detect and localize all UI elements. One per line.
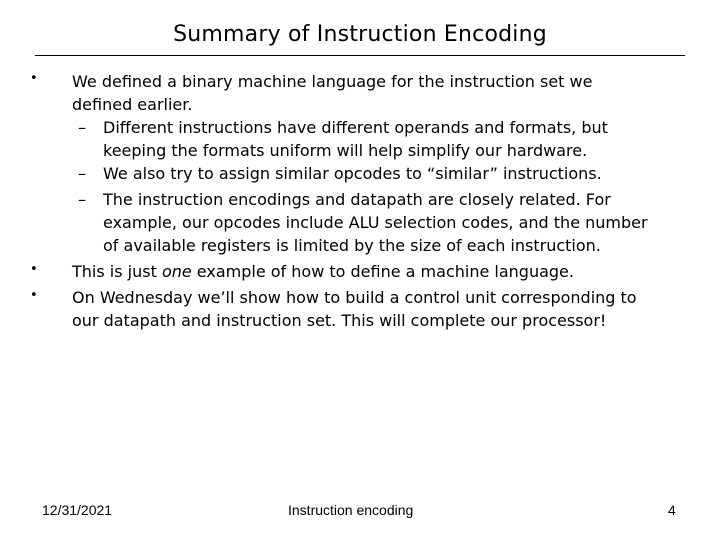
footer-page-number: 4 bbox=[668, 502, 676, 518]
slide-title: Summary of Instruction Encoding bbox=[173, 22, 547, 47]
sub-bullet-3-line-2: example, our opcodes include ALU selection codes, and the number bbox=[103, 213, 648, 232]
bullet-icon: • bbox=[30, 71, 38, 86]
bullet-1-line-2: defined earlier. bbox=[72, 95, 193, 114]
sub-bullet-3-line-1: The instruction encodings and datapath are closely related. For bbox=[103, 190, 611, 209]
bullet-icon: • bbox=[30, 262, 38, 277]
sub-bullet-1-line-1: Different instructions have different operands and formats, but bbox=[103, 118, 608, 137]
bullet-2-text-post: example of how to define a machine language. bbox=[191, 262, 574, 281]
bullet-2-text-pre: This is just bbox=[72, 262, 162, 281]
title-underline bbox=[35, 55, 685, 56]
dash-icon: – bbox=[78, 164, 86, 183]
bullet-3-line-2: our datapath and instruction set. This will complete our processor! bbox=[72, 311, 607, 330]
dash-icon: – bbox=[78, 118, 86, 137]
bullet-2-emphasis: one bbox=[161, 262, 192, 281]
dash-icon: – bbox=[78, 190, 86, 209]
bullet-icon: • bbox=[30, 288, 38, 303]
bullet-1-line-1: We defined a binary machine language for the instruction set we bbox=[72, 72, 593, 91]
sub-bullet-1-line-2: keeping the formats uniform will help simplify our hardware. bbox=[103, 141, 588, 160]
bullet-2-line-1 bbox=[72, 260, 574, 283]
sub-bullet-3-line-3: of available registers is limited by the size of each instruction. bbox=[103, 236, 601, 255]
footer-title: Instruction encoding bbox=[288, 502, 414, 518]
bullet-3-line-1: On Wednesday we’ll show how to build a control unit corresponding to bbox=[72, 288, 637, 307]
footer-date: 12/31/2021 bbox=[42, 502, 113, 518]
sub-bullet-2-line-1: We also try to assign similar opcodes to “similar” instructions. bbox=[103, 164, 602, 183]
